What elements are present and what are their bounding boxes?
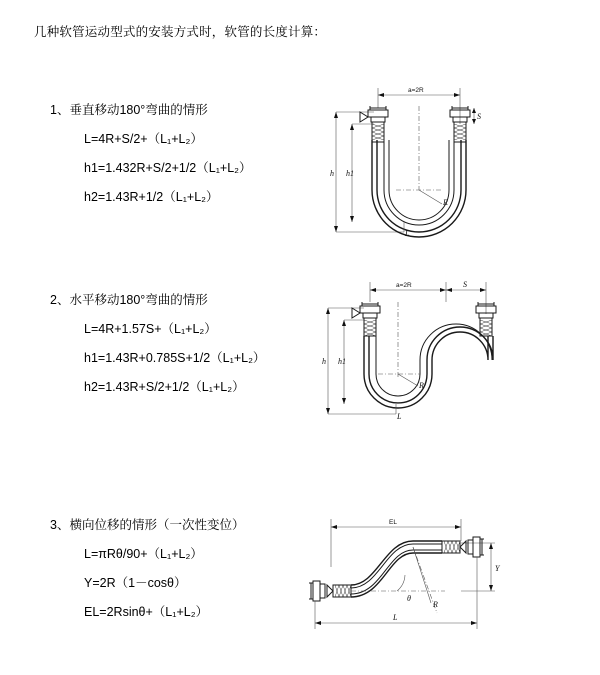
figure-3-angle-label: θ (407, 594, 411, 603)
figure-3-radius-label: R (433, 600, 438, 609)
section-2-formula-2: h1=1.43R+0.785S+1/2（L₁+L₂） (84, 351, 266, 365)
section-3-text (50, 515, 300, 631)
section-3-formula-2: Y=2R（1－cosθ） (84, 576, 187, 590)
figure-1-bottom-label: L (405, 229, 410, 238)
section-2-title: 2、水平移动180°弯曲的情形 (50, 293, 208, 307)
figure-2-top-dim-label: a=2R (396, 282, 412, 289)
figure-1-radius-label: R (443, 198, 448, 207)
section-1-formula-2: h1=1.432R+S/2+1/2（L₁+L₂） (84, 161, 252, 175)
figure-horizontal-180-bend (300, 268, 510, 448)
figure-3-top-dim-label: EL (389, 519, 397, 526)
section-2-text (50, 290, 300, 406)
figure-lateral-offset (285, 505, 515, 645)
figure-1-top-dim-label: a=2R (408, 87, 424, 94)
figure-2-inner-dim-label: h1 (338, 357, 346, 366)
figure-2-svg (300, 268, 510, 448)
figure-1-side-dim-label: h (330, 169, 334, 178)
figure-3-side-dim-label: Y (495, 564, 500, 573)
page-title: 几种软管运动型式的安装方式时，软管的长度计算： (34, 25, 327, 39)
figure-2-radius-label: R (419, 381, 424, 390)
figure-2-top-dim2-label: S (463, 280, 467, 289)
section-2-formula-1: L=4R+1.57S+（L₁+L₂） (84, 322, 217, 336)
figure-1-inner-dim-label: h1 (346, 169, 354, 178)
section-1-text (50, 100, 300, 216)
section-2-formula-3: h2=1.43R+S/2+1/2（L₁+L₂） (84, 380, 245, 394)
figure-vertical-180-bend (300, 72, 500, 272)
section-1-formula-1: L=4R+S/2+（L₁+L₂） (84, 132, 203, 146)
figure-1-bracket-label: S (477, 112, 481, 121)
section-3-formula-3: EL=2Rsinθ+（L₁+L₂） (84, 605, 209, 619)
section-1-formula-3: h2=1.43R+1/2（L₁+L₂） (84, 190, 219, 204)
figure-2-bottom-label: L (397, 412, 402, 421)
section-1-title: 1、垂直移动180°弯曲的情形 (50, 103, 208, 117)
section-3-formula-1: L=πRθ/90+（L₁+L₂） (84, 547, 203, 561)
figure-1-svg (300, 72, 500, 272)
section-3-title: 3、横向位移的情形（一次性变位） (50, 518, 245, 532)
figure-2-side-dim-label: h (322, 357, 326, 366)
figure-3-svg (285, 505, 515, 645)
figure-3-bottom-label: L (393, 613, 398, 622)
